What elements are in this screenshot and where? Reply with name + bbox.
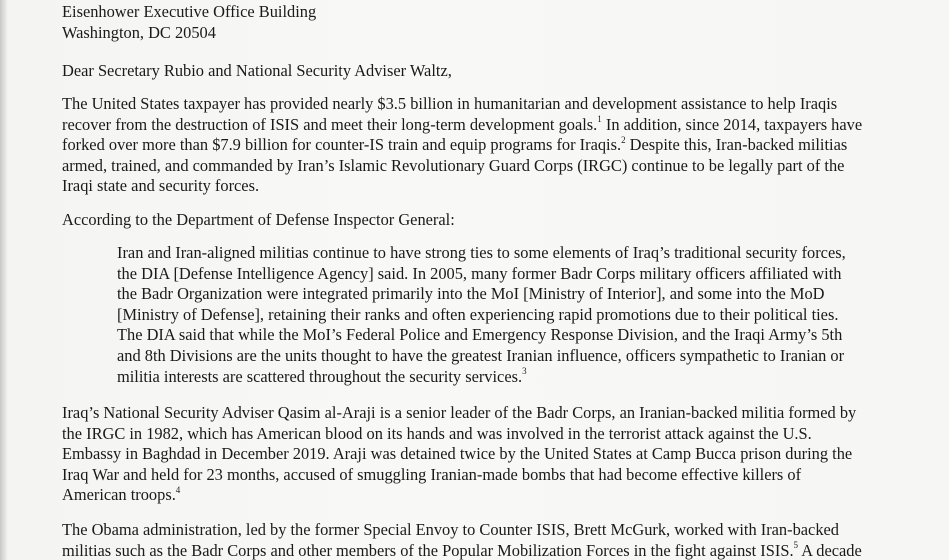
- para1-line: The United States taxpayer has provided nearly $3.5 billion in humanitarian and development assistance to help Iraqis: [62, 94, 838, 113]
- address-line-1: Eisenhower Executive Office Building: [62, 2, 317, 21]
- para4-line: The Obama administration, led by the former Special Envoy to Counter ISIS, Brett McGurk, worked with Iran-backed: [62, 520, 839, 539]
- para3-line: Iraq’s National Security Adviser Qasim al-Araji is a senior leader of the Badr Corps, an Iranian-backed militia formed by: [62, 403, 857, 422]
- para1-line: armed, trained, and commanded by Iran’s Islamic Revolutionary Guard Corps (IRGC) continue to be legally part of the: [62, 155, 845, 175]
- footnote-ref-2: 2: [621, 134, 626, 145]
- para4-text: A decade: [798, 540, 862, 560]
- para2-text: According to the Department of Defense Inspector General:: [62, 210, 455, 229]
- para3-line: the IRGC in 1982, which has American blood on its hands and was involved in the terrorist attack against the U.S.: [62, 423, 812, 443]
- para3-line: [62, 485, 856, 506]
- page-edge-shadow: [0, 0, 8, 560]
- footnote-ref-3: 3: [522, 366, 527, 377]
- recipient-address: [62, 2, 316, 43]
- para1-text: In addition, since 2014, taxpayers have: [601, 114, 863, 134]
- quote-line: [Ministry of Defense], retaining their ranks and often experiencing rapid promotions due to their political ties.: [117, 304, 839, 324]
- para3-line: Embassy in Baghdad in December 2019. Araji was detained twice by the United States at Camp Bucca prison during the: [62, 444, 853, 464]
- footnote-ref-4: 4: [175, 484, 181, 495]
- para1-text: forked over more than $7.9 billion for counter-IS train and equip programs for Iraqis.: [62, 135, 622, 155]
- para4-line: [62, 541, 862, 560]
- quote-line: The DIA said that while the MoI’s Federal Police and Emergency Response Division, and the Iraqi Army’s 5th: [117, 325, 843, 345]
- quote-line: and 8th Divisions are the units thought to have the greatest Iranian influence, officers sympathetic to Iranian or: [117, 345, 845, 365]
- para1-text: recover from the destruction of ISIS and meet their long-term development goals.: [62, 114, 598, 134]
- para1-line: Iraqi state and security forces.: [62, 176, 260, 196]
- paragraph-obama-administration: [62, 520, 862, 560]
- quote-line: [117, 367, 846, 388]
- paragraph-taxpayer-assistance: [62, 94, 862, 197]
- quote-text: militia interests are scattered throughout the security services.: [117, 366, 523, 386]
- quote-line: the DIA [Defense Intelligence Agency] said. In 2005, many former Badr Corps military officers affiliated with: [117, 263, 842, 283]
- para3-line: Iraq War and held for 23 months, accused of smuggling Iranian-made bombs that had become effective killers of: [62, 464, 802, 484]
- paragraph-inspector-general-intro: [62, 210, 455, 231]
- footnote-ref-1: 1: [597, 114, 602, 125]
- paragraph-araji: [62, 403, 856, 506]
- address-line-2: Washington, DC 20504: [62, 22, 216, 42]
- quote-line: Iran and Iran-aligned militias continue to have strong ties to some elements of Iraq’s traditional security forces,: [117, 243, 846, 262]
- para3-text: American troops.: [62, 485, 176, 505]
- para4-text: militias such as the Badr Corps and other members of the Popular Mobilization Forces in the fight against ISIS.: [62, 540, 794, 560]
- block-quote-dod-ig: [117, 243, 846, 387]
- footnote-ref-5: 5: [793, 540, 799, 551]
- salutation-text: Dear Secretary Rubio and National Security Adviser Waltz,: [62, 61, 452, 80]
- para1-line: [62, 135, 862, 156]
- salutation: [62, 61, 452, 82]
- quote-line: the Badr Organization were integrated primarily into the MoI [Ministry of Interior], and some into the MoD: [117, 284, 825, 304]
- para1-line: [62, 115, 862, 136]
- para1-text: Despite this, Iran-backed militias: [625, 135, 848, 155]
